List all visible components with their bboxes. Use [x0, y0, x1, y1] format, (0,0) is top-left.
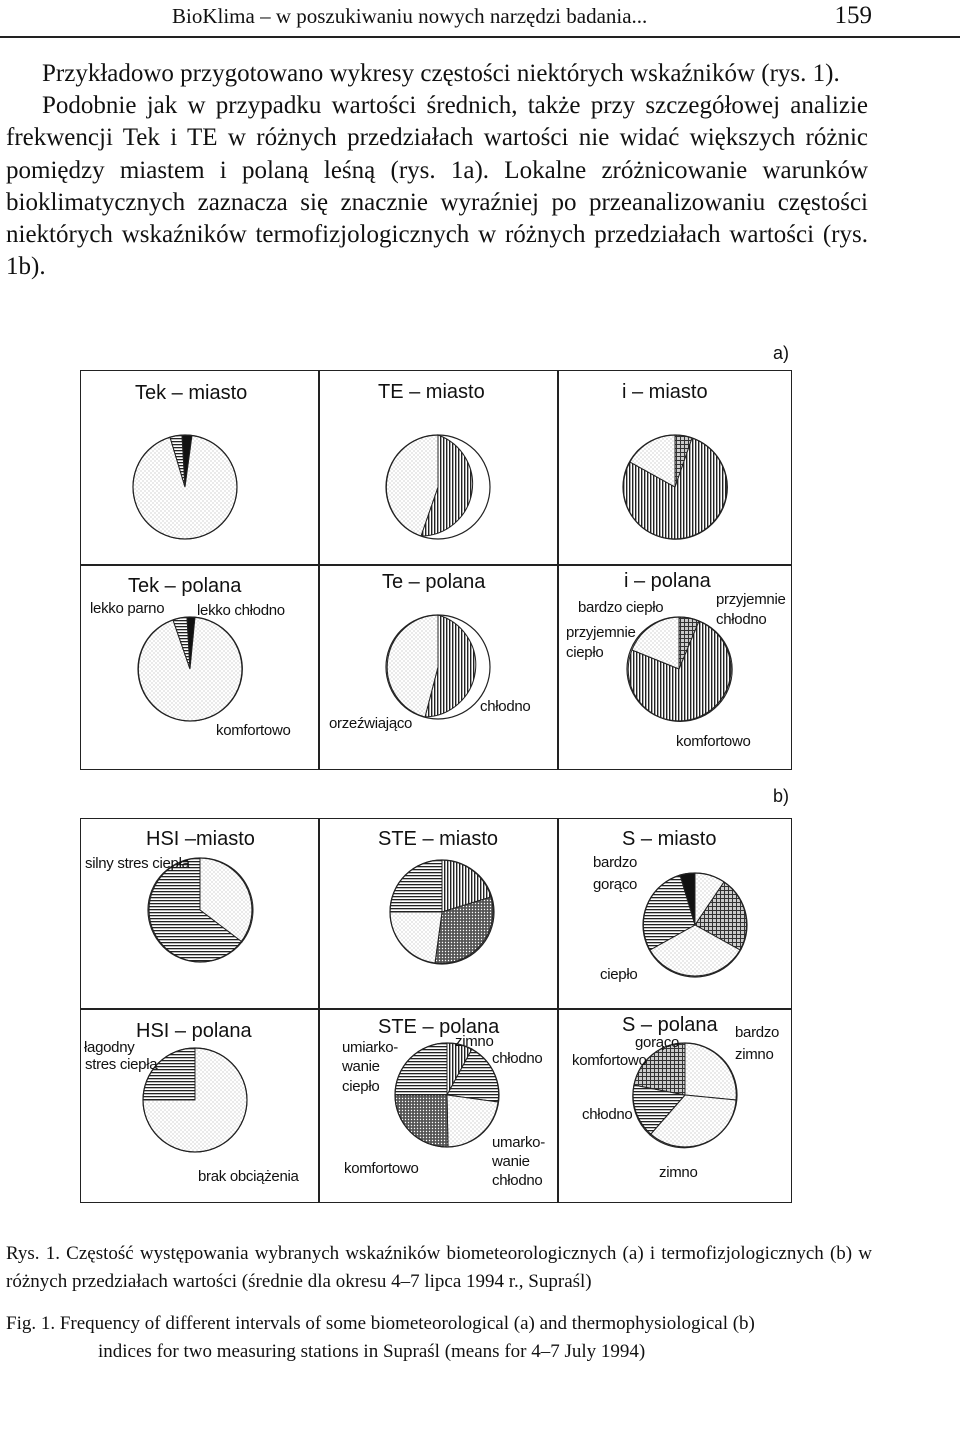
grid-divider: [81, 564, 791, 566]
label-chlodno: chłodno: [480, 698, 531, 715]
title-hsi-miasto: HSI –miasto: [146, 828, 255, 850]
label-lekko-parno: lekko parno: [90, 600, 165, 617]
page-number: 159: [834, 2, 872, 29]
title-i-polana: i – polana: [624, 570, 711, 592]
label-chlodno-s: chłodno: [582, 1106, 633, 1123]
grid-divider: [318, 819, 320, 1202]
caption-english-line-1: Fig. 1. Frequency of different intervals of some biometeorological (a) and thermophysiological (b): [6, 1313, 755, 1334]
panel-b-label: b): [773, 786, 790, 806]
title-tek-miasto: Tek – miasto: [135, 382, 248, 404]
grid-divider: [557, 819, 559, 1202]
grid-divider: [81, 1008, 791, 1010]
pie-ste-polana: [392, 1040, 502, 1150]
label-chlodno-ste-2: chłodno: [492, 1172, 543, 1189]
panel-a-label: a): [773, 343, 790, 363]
label-przyjemnie: przyjemnie: [716, 591, 786, 608]
label-goraco: gorąco: [593, 876, 638, 893]
pie-ste-miasto: [387, 857, 497, 967]
title-te-polana: Te – polana: [382, 571, 486, 593]
label-bardzo-s: bardzo: [735, 1024, 780, 1041]
grid-divider: [318, 371, 320, 769]
header-rule: [0, 36, 960, 38]
label-lekko-chlodno: lekko chłodno: [197, 602, 285, 619]
pie-te-polana: [383, 612, 493, 722]
grid-divider: [557, 371, 559, 769]
label-komfortowo: komfortowo: [216, 722, 291, 739]
running-header: [172, 2, 872, 34]
title-hsi-polana: HSI – polana: [136, 1020, 252, 1042]
label-cieplo-ste: ciepło: [342, 1078, 380, 1095]
label-komfortowo-s: komfortowo: [572, 1052, 647, 1069]
label-wanie-2: wanie: [492, 1153, 530, 1170]
label-brak-obciazenia: brak obciążenia: [198, 1168, 299, 1185]
caption-english: [6, 1310, 872, 1366]
pie-i-polana: [624, 614, 734, 724]
pie-i-miasto: [620, 432, 730, 542]
pie-s-miasto: [640, 870, 750, 980]
caption-polish: Rys. 1. Częstość występowania wybranych wskaźników biometeorologicznych (a) i termofizjologicznych (b) w różnych przedziałach wartości (średnie dla okresu 4–7 lipca 1994 r., Supraśl): [6, 1243, 872, 1292]
label-zimno-s: zimno: [735, 1046, 774, 1063]
label-cieplo-s: ciepło: [600, 966, 638, 983]
label-bardzo-cieplo: bardzo ciepło: [578, 599, 664, 616]
title-s-polana: S – polana: [622, 1014, 718, 1036]
title-ste-polana: STE – polana: [378, 1016, 500, 1038]
label-umiarkowanie-1: umiarko-: [342, 1039, 398, 1056]
label-bardzo: bardzo: [593, 854, 638, 871]
title-te-miasto: TE – miasto: [378, 381, 485, 403]
label-zimno-ste: zimno: [455, 1033, 494, 1050]
title-i-miasto: i – miasto: [622, 381, 708, 403]
paragraph-1: Przykładowo przygotowano wykresy częstości niektórych wskaźników (rys. 1).: [42, 60, 840, 87]
caption-english-line-2: indices for two measuring stations in Supraśl (means for 4–7 July 1994): [98, 1341, 646, 1362]
label-wanie-1: wanie: [342, 1058, 380, 1075]
label-stres-ciepla: stres ciepła: [85, 1056, 158, 1073]
title-tek-polana: Tek – polana: [128, 575, 242, 597]
label-przyjemnie-2: przyjemnie: [566, 624, 636, 641]
pie-tek-miasto: [130, 432, 240, 542]
label-lagodny: łagodny: [84, 1039, 135, 1056]
label-goraco-s: gorąco: [635, 1034, 680, 1051]
label-komfortowo-i: komfortowo: [676, 733, 751, 750]
running-title: BioKlima – w poszukiwaniu nowych narzędzi badania...: [172, 4, 648, 28]
label-orzezwiajaco: orzeźwiająco: [329, 715, 413, 732]
paragraph-2: Podobnie jak w przypadku wartości średnich, także przy szczegółowej analizie frekwencji Tek i TE w różnych przedziałach wartości nie widać większych różnic pomiędzy miastem i polaną leśną (rys. 1a). Lokalne zróżnicowanie warunków bioklimatycznych zaznacza się znacznie wyraźniej po przeanalizowaniu częstości niektórych wskaźników termofizjologicznych w różnych przedziałach wartości (rys. 1b).: [6, 92, 868, 281]
pie-te-miasto: [383, 432, 493, 542]
body-text: [6, 58, 868, 283]
label-zimno-s-2: zimno: [659, 1164, 698, 1181]
label-chlodno-i: chłodno: [716, 611, 767, 628]
label-chlodno-ste: chłodno: [492, 1050, 543, 1067]
label-komfortowo-ste: komfortowo: [344, 1160, 419, 1177]
title-s-miasto: S – miasto: [622, 828, 717, 850]
label-cieplo: ciepło: [566, 644, 604, 661]
title-ste-miasto: STE – miasto: [378, 828, 499, 850]
label-umarko: umarko-: [492, 1134, 545, 1151]
pie-tek-polana: [135, 614, 245, 724]
label-silny-stres: silny stres ciepła: [85, 855, 190, 872]
